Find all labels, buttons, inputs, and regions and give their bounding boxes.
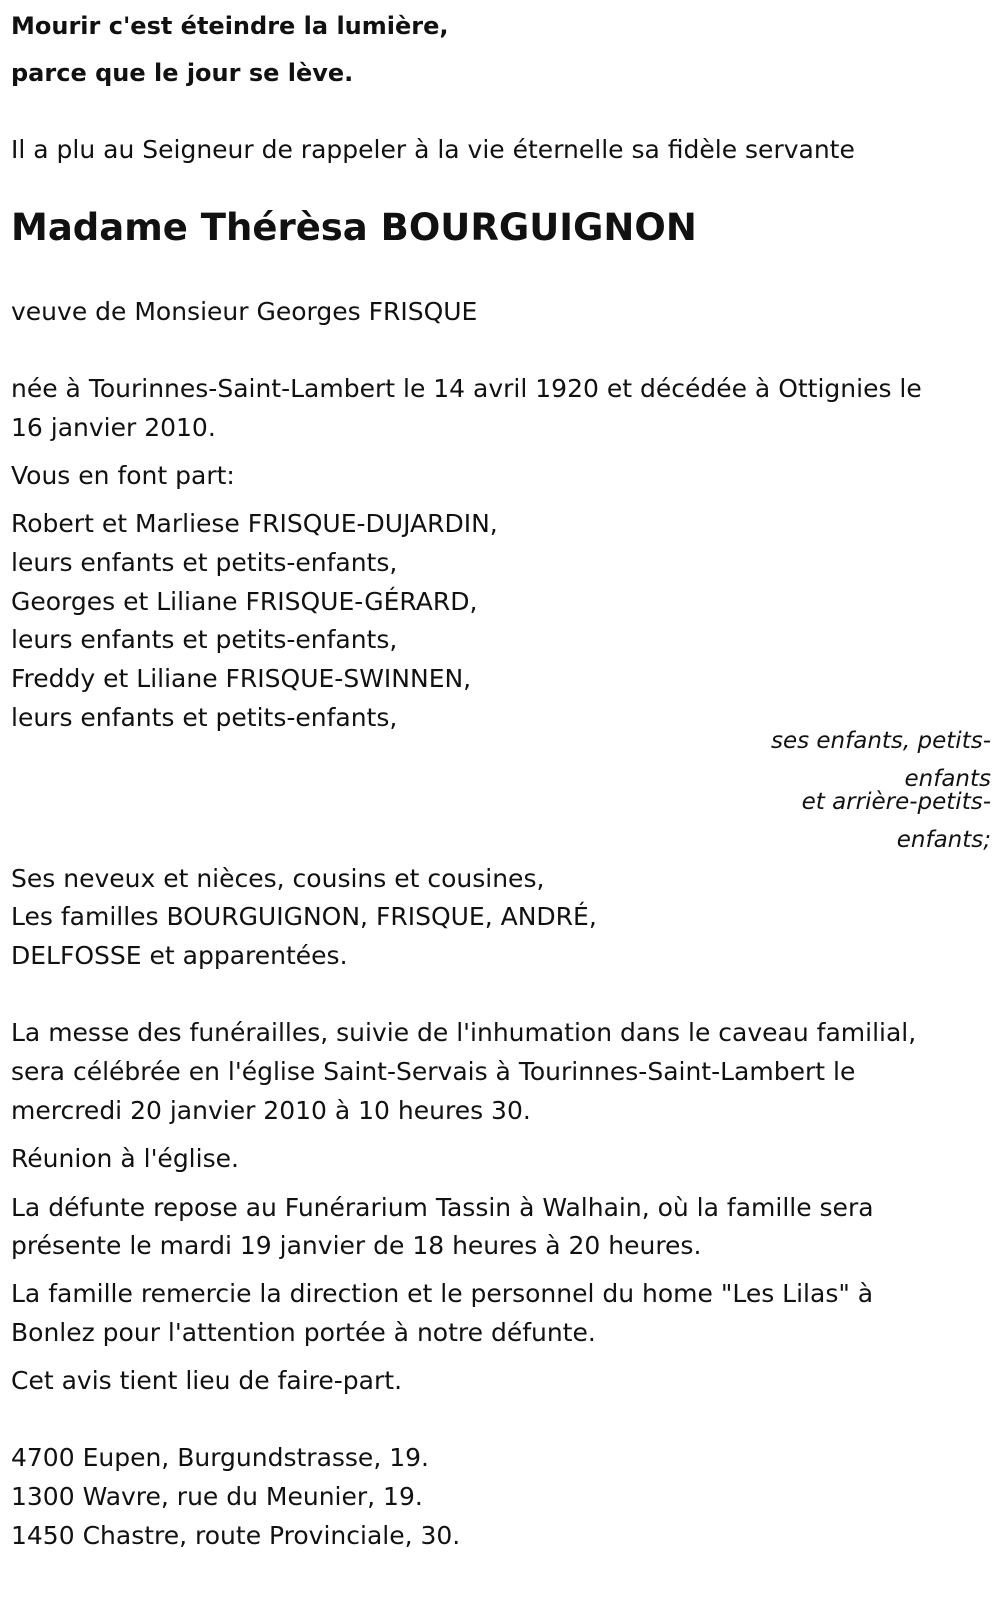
mass-line: La messe des funérailles, suivie de l'inhumation dans le caveau familial, — [11, 1018, 917, 1047]
quote-line-2: parce que le jour se lève. — [11, 59, 354, 87]
family-line: Georges et Liliane FRISQUE-GÉRARD, — [11, 587, 478, 616]
family-line: Freddy et Liliane FRISQUE-SWINNEN, — [11, 664, 472, 693]
widow-of-text: veuve de Monsieur Georges FRISQUE — [11, 297, 478, 326]
relatives-line: Les familles BOURGUIGNON, FRISQUE, ANDRÉ, — [11, 902, 597, 931]
meeting-text: Réunion à l'église. — [11, 1144, 239, 1173]
family-line: leurs enfants et petits-enfants, — [11, 625, 398, 654]
family-line: leurs enfants et petits-enfants, — [11, 703, 398, 732]
family-line: leurs enfants et petits-enfants, — [11, 548, 398, 577]
notice-text: Cet avis tient lieu de faire-part. — [11, 1366, 403, 1395]
relatives-line: Ses neveux et nièces, cousins et cousines, — [11, 864, 545, 893]
family-role-line: ses enfants, petits- — [770, 728, 991, 754]
address-line: 4700 Eupen, Burgundstrasse, 19. — [11, 1443, 429, 1472]
birth-death-line-2: 16 janvier 2010. — [11, 413, 216, 442]
family-role-line: enfants; — [896, 827, 991, 853]
address-line: 1450 Chastre, route Provinciale, 30. — [11, 1521, 461, 1550]
relatives-line: DELFOSSE et apparentées. — [11, 941, 348, 970]
birth-death-line-1: née à Tourinnes-Saint-Lambert le 14 avril 1920 et décédée à Ottignies le — [11, 374, 922, 403]
deceased-name: Madame Thérèsa BOURGUIGNON — [11, 206, 697, 249]
thanks-line: Bonlez pour l'attention portée à notre défunte. — [11, 1318, 596, 1347]
family-role-line: enfants — [904, 766, 991, 792]
rest-line: La défunte repose au Funérarium Tassin à Walhain, où la famille sera — [11, 1193, 874, 1222]
rest-line: présente le mardi 19 janvier de 18 heures à 20 heures. — [11, 1231, 702, 1260]
mass-line: mercredi 20 janvier 2010 à 10 heures 30. — [11, 1096, 531, 1125]
mass-line: sera célébrée en l'église Saint-Servais à Tourinnes-Saint-Lambert le — [11, 1057, 856, 1086]
intro-text: Il a plu au Seigneur de rappeler à la vie éternelle sa fidèle servante — [11, 135, 855, 164]
family-role-line: et arrière-petits- — [801, 789, 991, 815]
family-line: Robert et Marliese FRISQUE-DUJARDIN, — [11, 509, 498, 538]
address-line: 1300 Wavre, rue du Meunier, 19. — [11, 1482, 423, 1511]
announce-text: Vous en font part: — [11, 461, 235, 490]
quote-line-1: Mourir c'est éteindre la lumière, — [11, 12, 449, 40]
thanks-line: La famille remercie la direction et le personnel du home "Les Lilas" à — [11, 1279, 874, 1308]
